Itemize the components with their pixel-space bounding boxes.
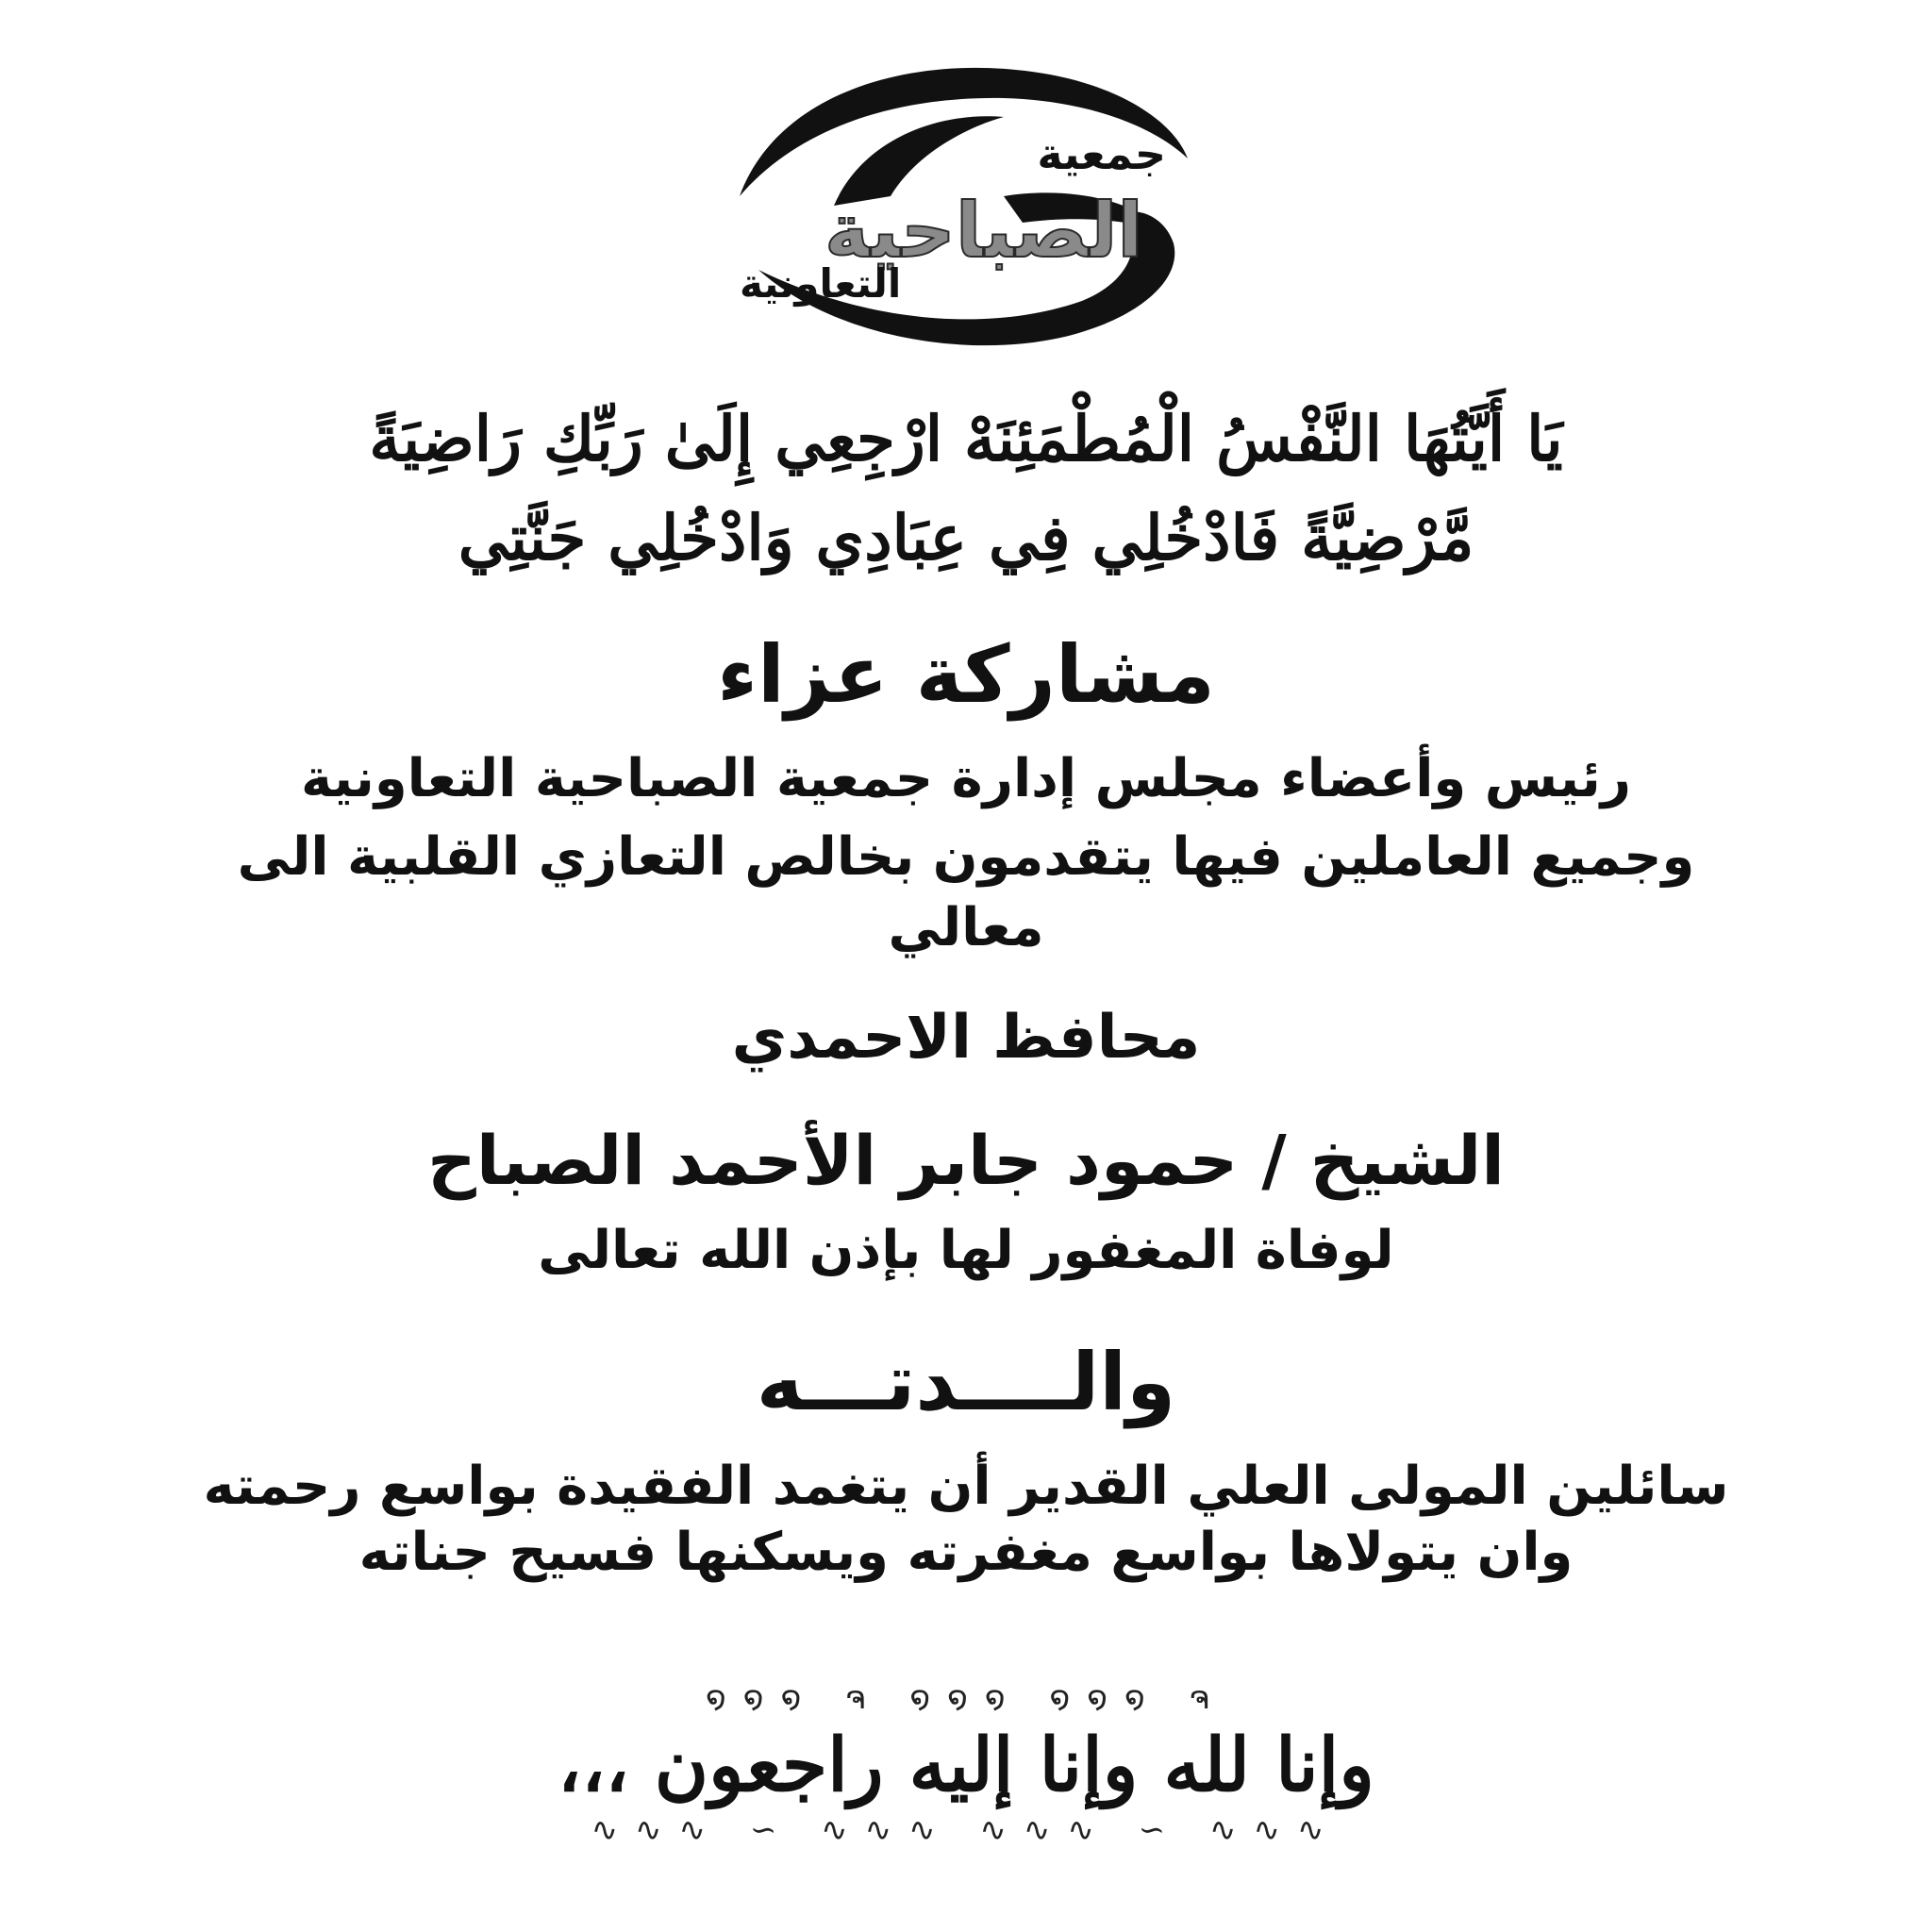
prayer-line-1: سائلين المولى العلي القدير أن يتغمد الفقيدة بواسع رحمته <box>203 1456 1729 1517</box>
verse-line-2: مَّرْضِيَّةً فَادْخُلِي فِي عِبَادِي وَادْخُلِي جَنَّتِي <box>458 501 1474 575</box>
message-line-3: معالي <box>888 897 1044 958</box>
recipient-name: الشيخ / حمود جابر الأحمد الصباح <box>427 1121 1505 1200</box>
ornament-bottom-icon: ∿∿∿ ∽ ∿∿∿ ∿∿∿ ∽ ∿∿∿ <box>591 1811 1341 1849</box>
message-line-1: رئيس وأعضاء مجلس إدارة جمعية الصباحية التعاونية <box>300 748 1631 809</box>
recipient-position: محافظ الاحمدي <box>731 1003 1201 1073</box>
message-line-2: وجميع العاملين فيها يتقدمون بخالص التعازي القلبية الى <box>237 826 1695 888</box>
prayer-line-2: وان يتولاها بواسع مغفرته ويسكنها فسيح جناته <box>358 1522 1574 1583</box>
logo-word-bottom: التعاونية <box>740 260 902 307</box>
logo-word-middle: الصباحية <box>824 187 1143 275</box>
association-logo <box>721 55 1192 358</box>
ornament-top-icon: ໑໑໑ ຈ ໑໑໑ ໑໑໑ ຈ <box>706 1679 1226 1717</box>
page-title: مشاركة عزاء <box>717 628 1215 721</box>
logo-word-top: جمعية <box>1037 128 1166 179</box>
occasion-text: لوفاة المغفور لها بإذن الله تعالى <box>538 1220 1394 1281</box>
deceased-relation: والــــدتـــه <box>756 1336 1176 1428</box>
verse-line-1: يَا أَيَّتُهَا النَّفْسُ الْمُطْمَئِنَهْ ارْجِعِي إِلَىٰ رَبِّكِ رَاضِيَةً <box>369 402 1563 475</box>
closing-phrase: وإنا لله وإنا إليه راجعون ،،، <box>558 1723 1374 1808</box>
